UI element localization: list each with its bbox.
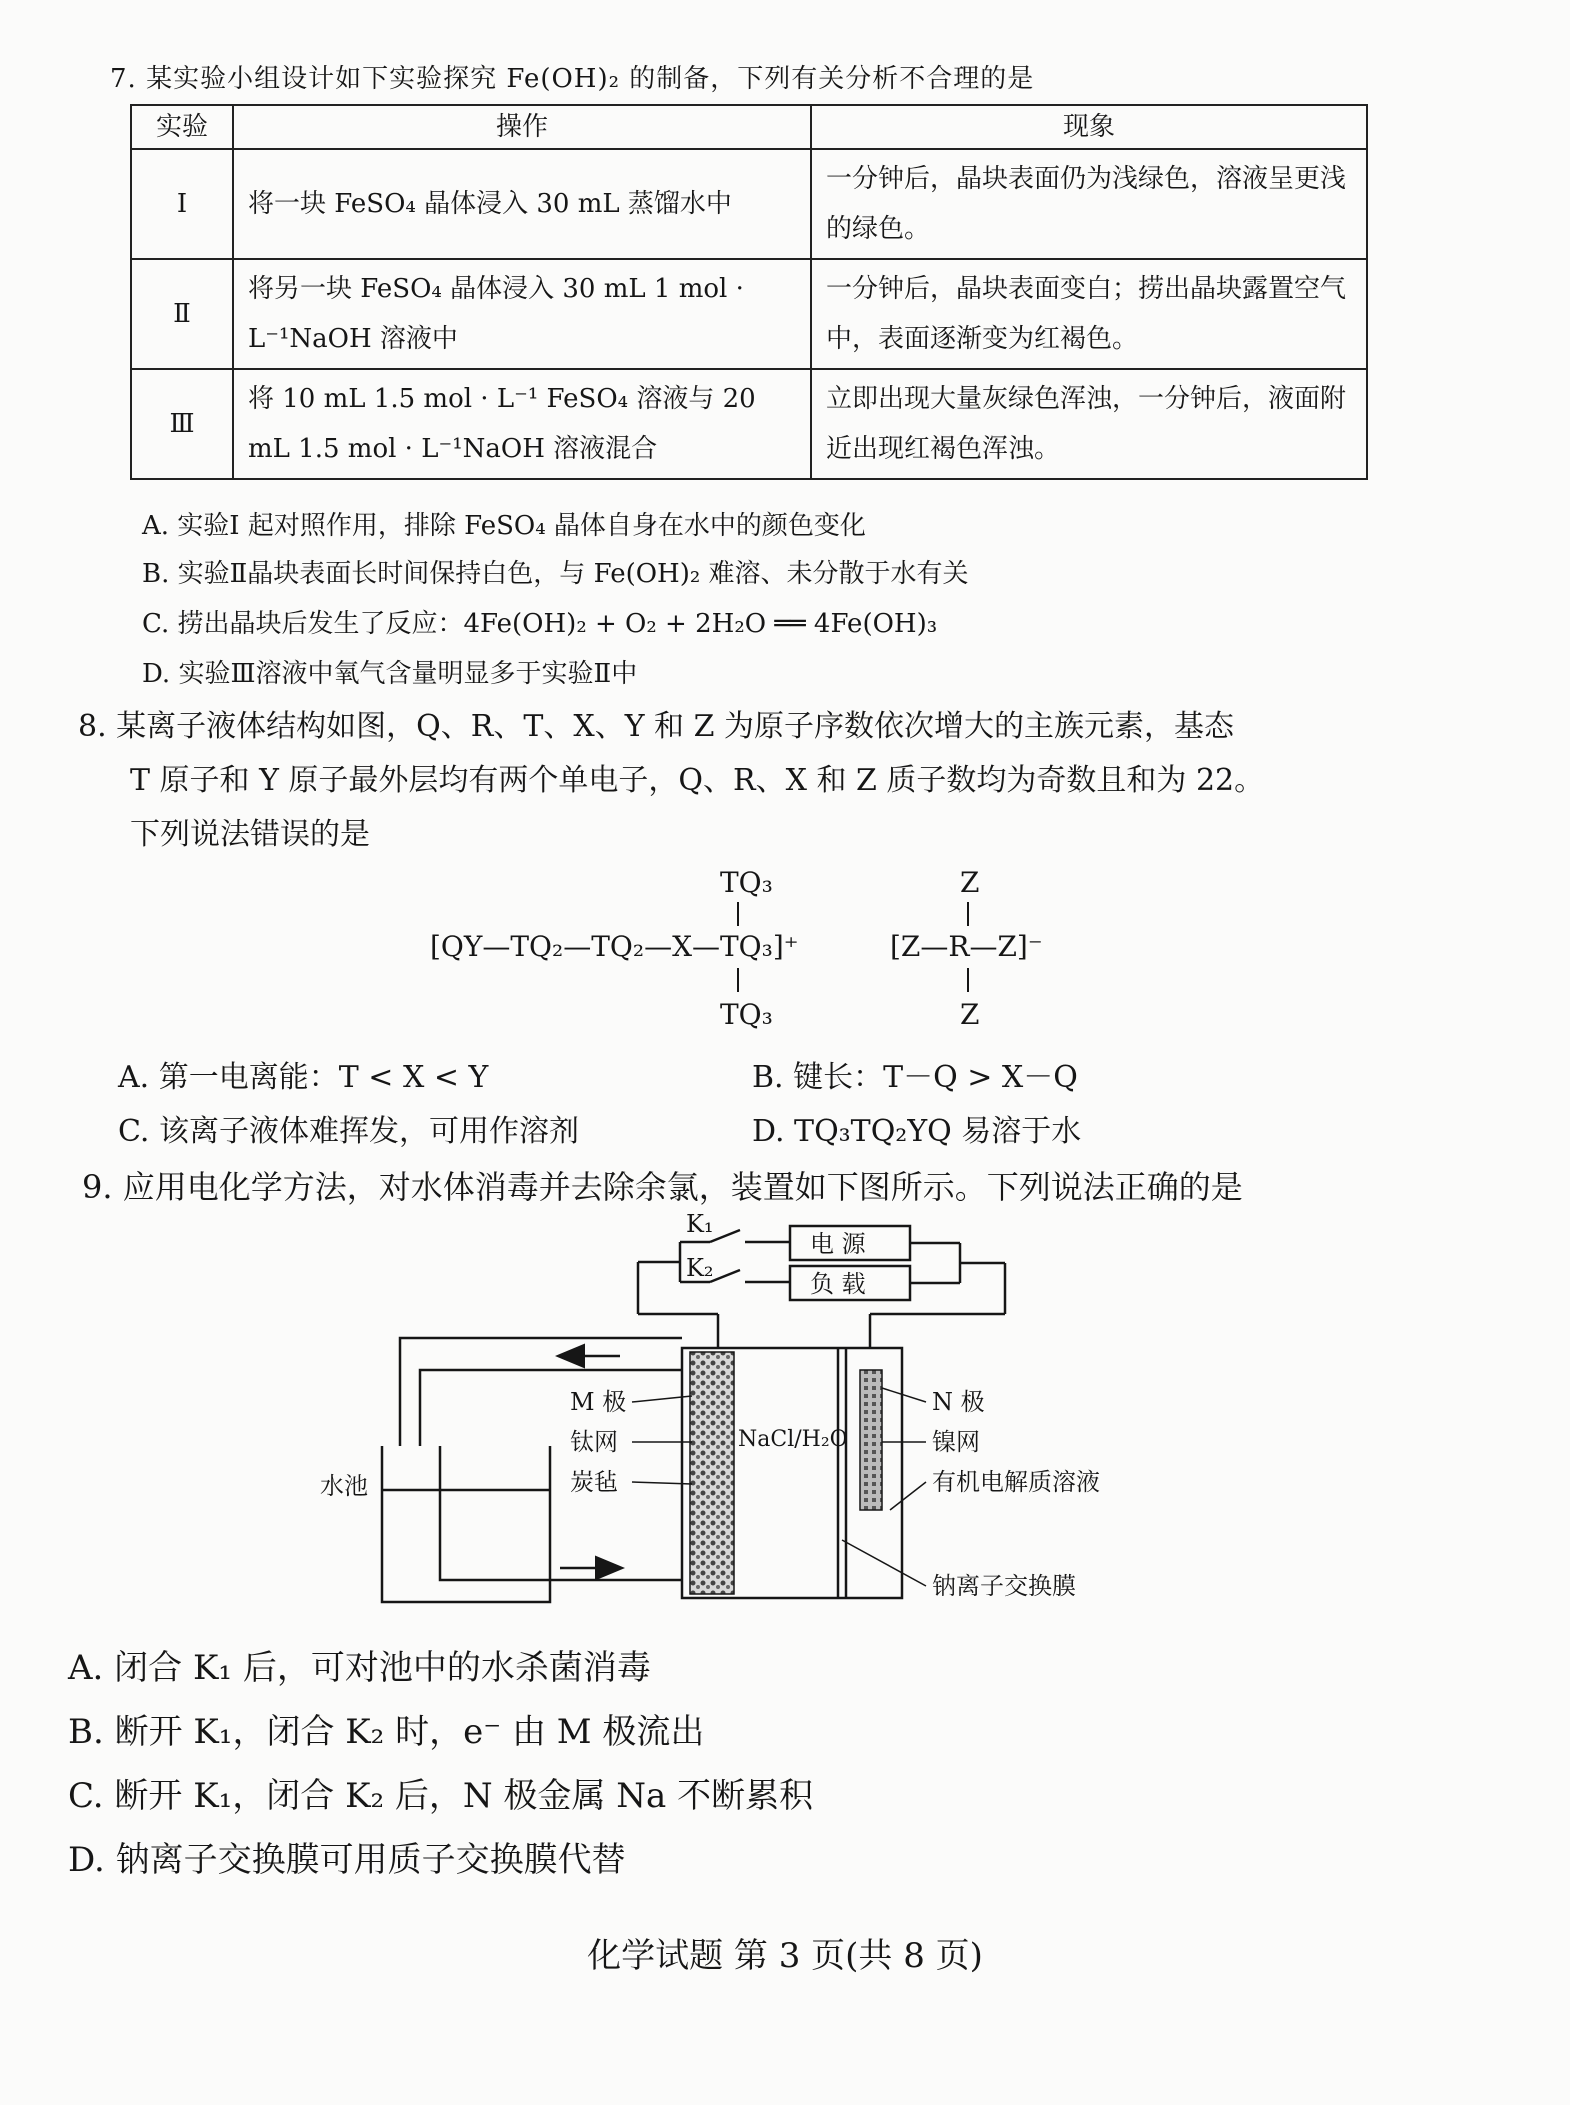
- r-bottom-group: Z: [960, 998, 980, 1031]
- table-header-row: [131, 105, 1367, 149]
- q8-stem-line-1: 8. 某离子液体结构如图，Q、R、T、X、Y 和 Z 为原子序数依次增大的主族元素，基态: [78, 709, 1234, 744]
- ionic-liquid-structure: [420, 856, 1180, 1046]
- membrane-label: 钠离子交换膜: [932, 1572, 1076, 1600]
- electrolyte-label: NaCl/H₂O: [738, 1427, 848, 1452]
- row-id: Ⅱ: [131, 259, 233, 369]
- x-top-group: TQ₃: [720, 866, 773, 899]
- row-observation: 立即出现大量灰绿色浑浊，一分钟后，液面附近出现红褐色浑浊。: [811, 369, 1367, 479]
- header-operation: 操作: [233, 105, 811, 149]
- carbon-felt-label: 炭毡: [570, 1468, 618, 1496]
- x-bottom-group: TQ₃: [720, 998, 773, 1031]
- organic-electrolyte-label: 有机电解质溶液: [932, 1468, 1100, 1496]
- table-row: [131, 369, 1367, 479]
- row-id: Ⅰ: [131, 149, 233, 259]
- row-operation: 将另一块 FeSO₄ 晶体浸入 30 mL 1 mol · L⁻¹NaOH 溶液中: [233, 259, 811, 369]
- q9-option-a: A. 闭合 K₁ 后，可对池中的水杀菌消毒: [68, 1648, 651, 1688]
- row-operation: 将 10 mL 1.5 mol · L⁻¹ FeSO₄ 溶液与 20 mL 1.5 mol · L⁻¹NaOH 溶液混合: [233, 369, 811, 479]
- k1-label: K₁: [686, 1210, 714, 1238]
- ti-mesh-label: 钛网: [570, 1428, 618, 1456]
- q8-option-d: D. TQ₃TQ₂YQ 易溶于水: [752, 1114, 1082, 1149]
- page-footer: 化学试题 第 3 页(共 8 页): [587, 1936, 983, 1976]
- q8-stem-line-3: 下列说法错误的是: [130, 817, 370, 852]
- q9-option-c: C. 断开 K₁，闭合 K₂ 后，N 极金属 Na 不断累积: [68, 1776, 814, 1816]
- m-pole-label: M 极: [570, 1388, 627, 1416]
- ni-mesh-label: 镍网: [932, 1428, 980, 1456]
- pool-label: 水池: [320, 1472, 368, 1500]
- q8-option-a: A. 第一电离能：T < X < Y: [118, 1060, 489, 1095]
- load-label: 负 载: [810, 1270, 866, 1298]
- anion-formula: [Z—R—Z]⁻: [890, 930, 1043, 963]
- table-row: [131, 149, 1367, 259]
- r-top-group: Z: [960, 866, 980, 899]
- row-observation: 一分钟后，晶块表面仍为浅绿色，溶液呈更浅的绿色。: [811, 149, 1367, 259]
- q9-stem: 9. 应用电化学方法，对水体消毒并去除余氯，装置如下图所示。下列说法正确的是: [82, 1168, 1243, 1206]
- cation-formula: [QY—TQ₂—TQ₂—X—TQ₃]⁺: [430, 930, 799, 963]
- row-operation: 将一块 FeSO₄ 晶体浸入 30 mL 蒸馏水中: [233, 149, 811, 259]
- q9-option-d: D. 钠离子交换膜可用质子交换膜代替: [68, 1840, 626, 1880]
- table-row: [131, 259, 1367, 369]
- power-label: 电 源: [810, 1230, 866, 1258]
- row-observation: 一分钟后，晶块表面变白；捞出晶块露置空气中，表面逐渐变为红褐色。: [811, 259, 1367, 369]
- k2-label: K₂: [686, 1254, 714, 1282]
- header-observation: 现象: [811, 105, 1367, 149]
- q7-option-c: C. 捞出晶块后发生了反应：4Fe(OH)₂ + O₂ + 2H₂O ══ 4Fe(OH)₃: [142, 609, 938, 639]
- q7-experiment-table: [130, 104, 1368, 480]
- q8-option-b: B. 键长：T－Q > X－Q: [752, 1060, 1078, 1095]
- n-pole-label: N 极: [932, 1388, 985, 1416]
- q8-stem-line-2: T 原子和 Y 原子最外层均有两个单电子，Q、R、X 和 Z 质子数均为奇数且和为 22。: [130, 763, 1265, 798]
- q7-option-a: A. 实验Ⅰ 起对照作用，排除 FeSO₄ 晶体自身在水中的颜色变化: [142, 511, 866, 541]
- q9-option-b: B. 断开 K₁，闭合 K₂ 时，e⁻ 由 M 极流出: [68, 1712, 705, 1752]
- electrochemical-device-diagram: [320, 1210, 1240, 1610]
- q7-stem: 7. 某实验小组设计如下实验探究 Fe(OH)₂ 的制备，下列有关分析不合理的是: [110, 64, 1035, 94]
- q7-option-b: B. 实验Ⅱ晶块表面长时间保持白色，与 Fe(OH)₂ 难溶、未分散于水有关: [142, 559, 969, 589]
- header-experiment: 实验: [131, 105, 233, 149]
- row-id: Ⅲ: [131, 369, 233, 479]
- q7-option-d: D. 实验Ⅲ溶液中氧气含量明显多于实验Ⅱ中: [142, 659, 638, 689]
- q8-option-c: C. 该离子液体难挥发，可用作溶剂: [118, 1114, 579, 1149]
